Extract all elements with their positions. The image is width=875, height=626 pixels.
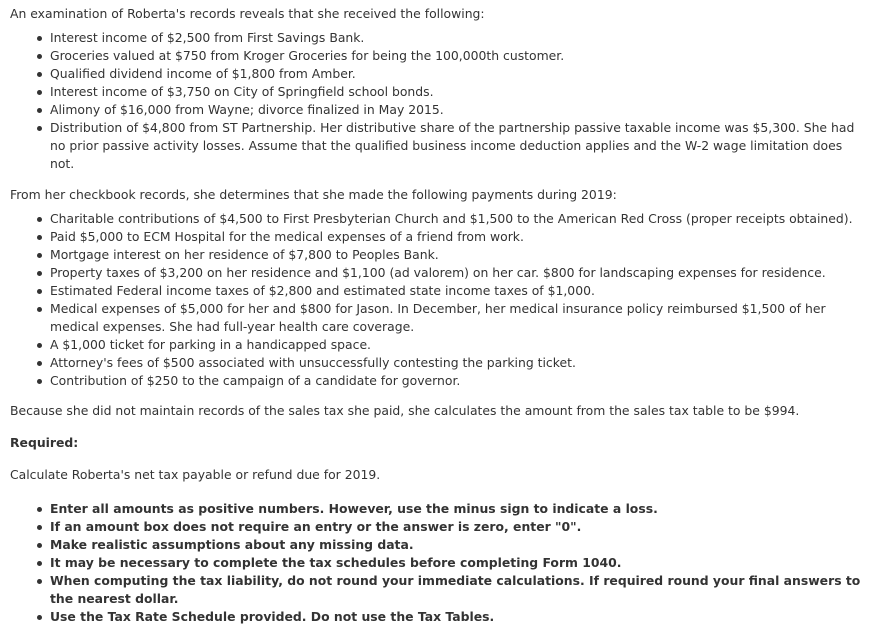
list-item: Qualified dividend income of $1,800 from Amber. [50, 65, 865, 83]
required-heading: Required: [10, 435, 79, 450]
payment-list [10, 210, 865, 390]
task-text: Calculate Roberta's net tax payable or refund due for 2019. [10, 467, 381, 482]
list-item: Interest income of $3,750 on City of Springfield school bonds. [50, 83, 865, 101]
list-item: Attorney's fees of $500 associated with unsuccessfully contesting the parking ticket. [50, 354, 865, 372]
list-item: A $1,000 ticket for parking in a handicapped space. [50, 336, 865, 354]
list-item: Alimony of $16,000 from Wayne; divorce finalized in May 2015. [50, 101, 865, 119]
list-item: Distribution of $4,800 from ST Partnership. Her distributive share of the partnership passive taxable income was $5,300. She had no prior passive activity losses. Assume that the qualified business income deduction applies and the W-2 wage limitation does not. [50, 119, 865, 173]
instruction-item: If an amount box does not require an entry or the answer is zero, enter "0". [50, 518, 865, 536]
intro-text: An examination of Roberta's records reveals that she received the following: [10, 6, 485, 21]
list-item: Paid $5,000 to ECM Hospital for the medical expenses of a friend from work. [50, 228, 865, 246]
list-item: Charitable contributions of $4,500 to First Presbyterian Church and $1,500 to the American Red Cross (proper receipts obtained). [50, 210, 865, 228]
list-item: Mortgage interest on her residence of $7,800 to Peoples Bank. [50, 246, 865, 264]
instruction-item: Use the Tax Rate Schedule provided. Do not use the Tax Tables. [50, 608, 865, 626]
list-item: Property taxes of $3,200 on her residence and $1,100 (ad valorem) on her car. $800 for landscaping expenses for residence. [50, 264, 865, 282]
instruction-item: Enter all amounts as positive numbers. However, use the minus sign to indicate a loss. [50, 500, 865, 518]
instruction-item: It may be necessary to complete the tax schedules before completing Form 1040. [50, 554, 865, 572]
list-item: Estimated Federal income taxes of $2,800 and estimated state income taxes of $1,000. [50, 282, 865, 300]
list-item: Medical expenses of $5,000 for her and $800 for Jason. In December, her medical insurance policy reimbursed $1,500 of her medical expenses. She had full-year health care coverage. [50, 300, 865, 336]
instruction-item: When computing the tax liability, do not round your immediate calculations. If required round your final answers to the nearest dollar. [50, 572, 865, 608]
sales-tax-note: Because she did not maintain records of the sales tax she paid, she calculates the amount from the sales tax table to be $994. [10, 403, 800, 418]
checkbook-intro: From her checkbook records, she determines that she made the following payments during 2019: [10, 187, 617, 202]
instructions-list [10, 500, 865, 626]
income-list [10, 29, 865, 173]
list-item: Interest income of $2,500 from First Savings Bank. [50, 29, 865, 47]
list-item: Groceries valued at $750 from Kroger Groceries for being the 100,000th customer. [50, 47, 865, 65]
instruction-item: Make realistic assumptions about any missing data. [50, 536, 865, 554]
list-item: Contribution of $250 to the campaign of a candidate for governor. [50, 372, 865, 390]
